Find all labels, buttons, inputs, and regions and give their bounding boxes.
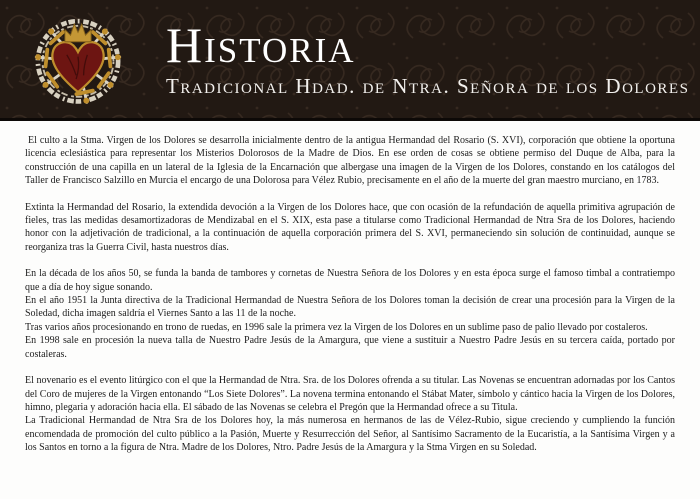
paragraph: En la década de los años 50, se funda la banda de tambores y cornetas de Nuestra Señora de los Dolores y en esta época surge el famoso timbal a contratiempo que a día de hoy sigue sonando. <box>25 268 675 293</box>
section-origins <box>25 134 675 188</box>
header-titles <box>166 16 690 99</box>
paragraph: El novenario es el evento litúrgico con el que la Hermandad de Ntra. Sra. de los Dolores ofrenda a su titular. Las Novenas se encuentran adornadas por los Cantos del Coro de mujeres de la Virgen entonando “Los Siete Dolores”. La novena termina entonando el Stábat Mater, símbolo y cántico hacia la Virgen de los Dolores, himno, plegaria y adoración hacia ella. El sábado de las Novenas se celebra el Pregón que la Hermandad ofrece a su Titula. <box>25 375 675 413</box>
paragraph: Extinta la Hermandad del Rosario, la extendida devoción a la Virgen de los Dolores hace, que con ocasión de la refundación de aquella primitiva agrupación de fieles, tras las medidas desamortizadoras de Mendizabal en el S. XIX, esta pase a titularse como Tradicional Hermandad de Ntra Sra de los Dolores, haciendo honor con la adjetivación de tradicional, a la continuación de aquella corporación primera del S. XVI, permaneciendo sin solución de continuidad, aunque se reorganiza tras la Guerra Civil, hasta nuestros días. <box>25 201 675 253</box>
paragraph: El culto a la Stma. Virgen de los Dolores se desarrolla inicialmente dentro de la antigua Hermandad del Rosario (S. XVI), corporación que obtiene la oportuna licencia eclesiástica para representar los Misterios Dolorosos de la Madre de Dios. En ese orden de cosas se obtiene permiso del Duque de Alba, para la construcción de una capilla en un lateral de la Iglesia de la Encarnación que albergase una imagen de la Virgen de los Dolores, constando en los catálogos del Taller de Francisco Salzillo en Murcia el encargo de una Dolorosa para Vélez Rubio, precisamente en el año de la muerte del gran maestro murciano, en 1783. <box>25 135 675 187</box>
paragraph: La Tradicional Hermandad de Ntra Sra de los Dolores hoy, la más numerosa en hermanos de las de Vélez-Rubio, sigue creciendo y cumpliendo la función encomendada de promoción del culto público a la Pasión, Muerte y Resurrección del Señor, al Santísimo Sacramento de la Eucaristía, a la Santísima Virgen y a los Santos en torno a la figura de Ntra. Madre de los Dolores, Ntro. Padre Jesús de la Amargura y la Stma Virgen en su Soledad. <box>25 415 675 454</box>
sorrows-heart-emblem-icon <box>22 10 134 108</box>
section-milestones <box>25 267 675 361</box>
page-title: Historia <box>166 16 356 73</box>
history-article <box>0 121 700 455</box>
page-subtitle: Tradicional Hdad. de Ntra. Señora de los Dolores <box>166 73 690 98</box>
paragraph: Tras varios años procesionando en trono de ruedas, en 1996 sale la primera vez la Virgen de los Dolores en un sublime paso de palio llevado por costaleros. <box>25 321 648 333</box>
page-header <box>0 0 700 121</box>
paragraph: En el año 1951 la Junta directiva de la Tradicional Hermandad de Nuestra Señora de los Dolores toman la decisión de crear una procesión para la Virgen de la Soledad, dicha imagen saldría el Viernes Santo a las 11 de la noche. <box>25 295 675 320</box>
paragraph: En 1998 sale en procesión la nueva talla de Nuestro Padre Jesús de la Amargura, que viene a sustituir a Nuestro Padre Jesús en su tercera caída, portado por costaleras. <box>25 335 675 360</box>
section-novenario <box>25 374 675 454</box>
section-refoundation <box>25 201 675 255</box>
